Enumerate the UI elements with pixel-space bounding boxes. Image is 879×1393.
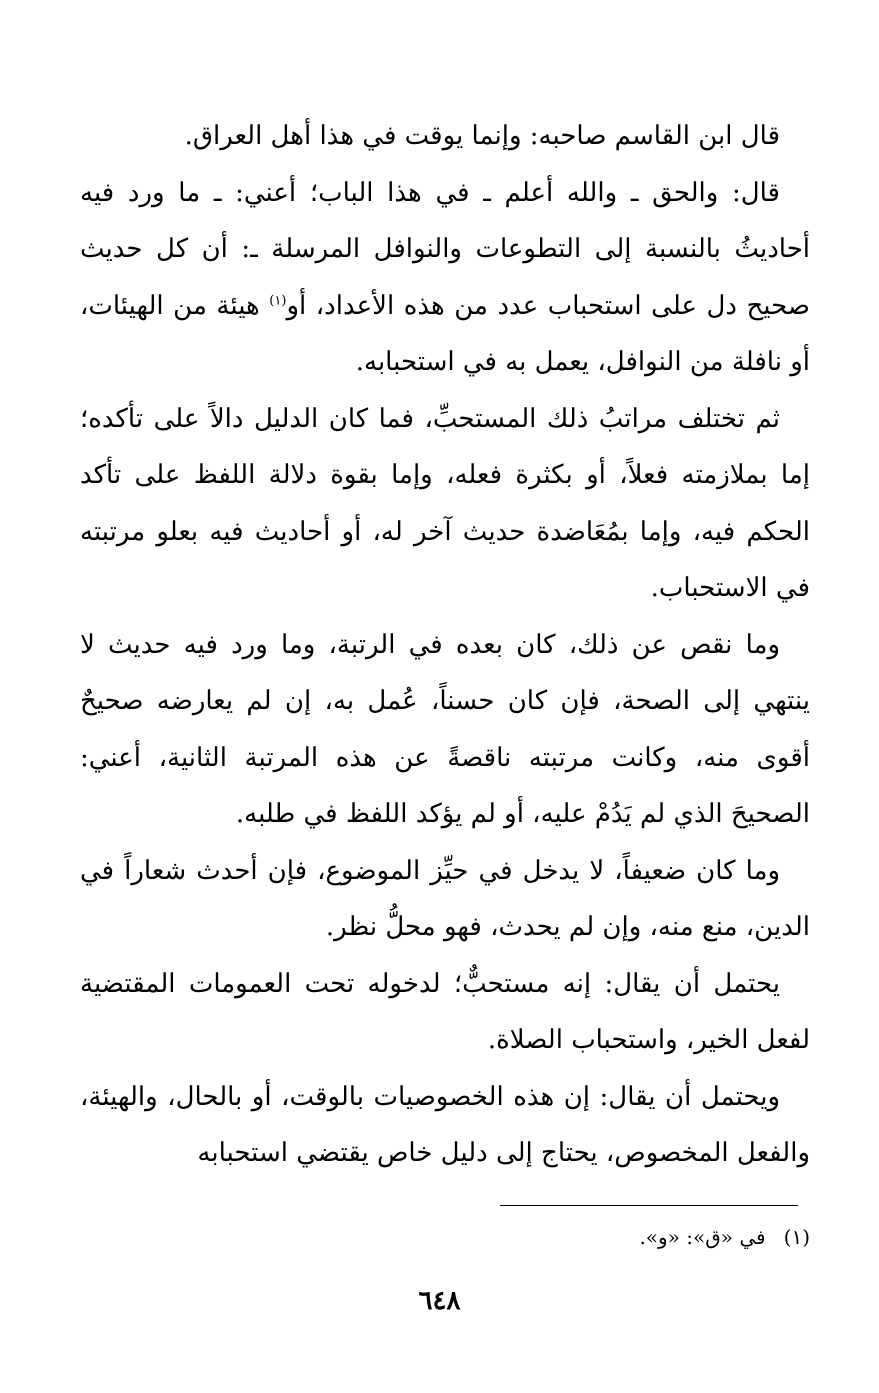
footnote-divider bbox=[500, 1205, 798, 1206]
paragraph-2-tail: هيئة من الهيئات، أو نافلة من النوافل، يعمل به في استحبابه. bbox=[80, 290, 810, 377]
paragraph-6: يحتمل أن يقال: إنه مستحبٌّ؛ لدخوله تحت العمومات المقتضية لفعل الخير، واستحباب الصلاة. bbox=[80, 968, 810, 1055]
body-text bbox=[80, 108, 810, 1182]
paragraph-4: وما نقص عن ذلك، كان بعده في الرتبة، وما ورد فيه حديث لا ينتهي إلى الصحة، فإن كان حسناً، عُمل به، إن لم يعارضه صحيحٌ أقوى منه، وكانت مرتبته ناقصةً عن هذه المرتبة الثانية، أعني: الصحيحَ الذي لم يَدُمْ عليه، أو لم يؤكد اللفظ في طلبه. bbox=[80, 629, 810, 829]
paragraph-2-text: قال: والحق ـ والله أعلم ـ في هذا الباب؛ أعني: ـ ما ورد فيه أحاديثُ بالنسبة إلى التطوعات والنوافل المرسلة ـ: أن كل حديث صحيح دل على استحباب عدد من هذه الأعداد، أو bbox=[80, 177, 811, 321]
page-number: ٦٤٨ bbox=[418, 1286, 461, 1316]
paragraph-7: ويحتمل أن يقال: إن هذه الخصوصيات بالوقت، أو بالحال، والهيئة، والفعل المخصوص، يحتاج إلى دليل خاص يقتضي استحبابه bbox=[80, 1081, 810, 1168]
paragraph-3: ثم تختلف مراتبُ ذلك المستحبِّ، فما كان الدليل دالاً على تأكده؛ إما بملازمته فعلاً، أو بكثرة فعله، وإما بقوة دلالة اللفظ على تأكد الحكم فيه، وإما بمُعَاضدة حديث آخر له، أو أحاديث فيه بعلو مرتبته في الاستحباب. bbox=[80, 403, 810, 603]
paragraph-1: قال ابن القاسم صاحبه: وإنما يوقت في هذا أهل العراق. bbox=[184, 121, 780, 151]
paragraph-5: وما كان ضعيفاً، لا يدخل في حيِّز الموضوع، فإن أحدث شعاراً في الدين، منع منه، وإن لم يحدث، فهو محلُّ نظر. bbox=[80, 855, 810, 942]
footnote-text: في «ق»: «و». bbox=[639, 1225, 766, 1249]
footnote-reference[interactable]: (١) bbox=[269, 292, 287, 308]
paragraph-2 bbox=[80, 165, 810, 391]
footnote-number: (١) bbox=[783, 1225, 810, 1249]
footnote bbox=[80, 1222, 810, 1252]
